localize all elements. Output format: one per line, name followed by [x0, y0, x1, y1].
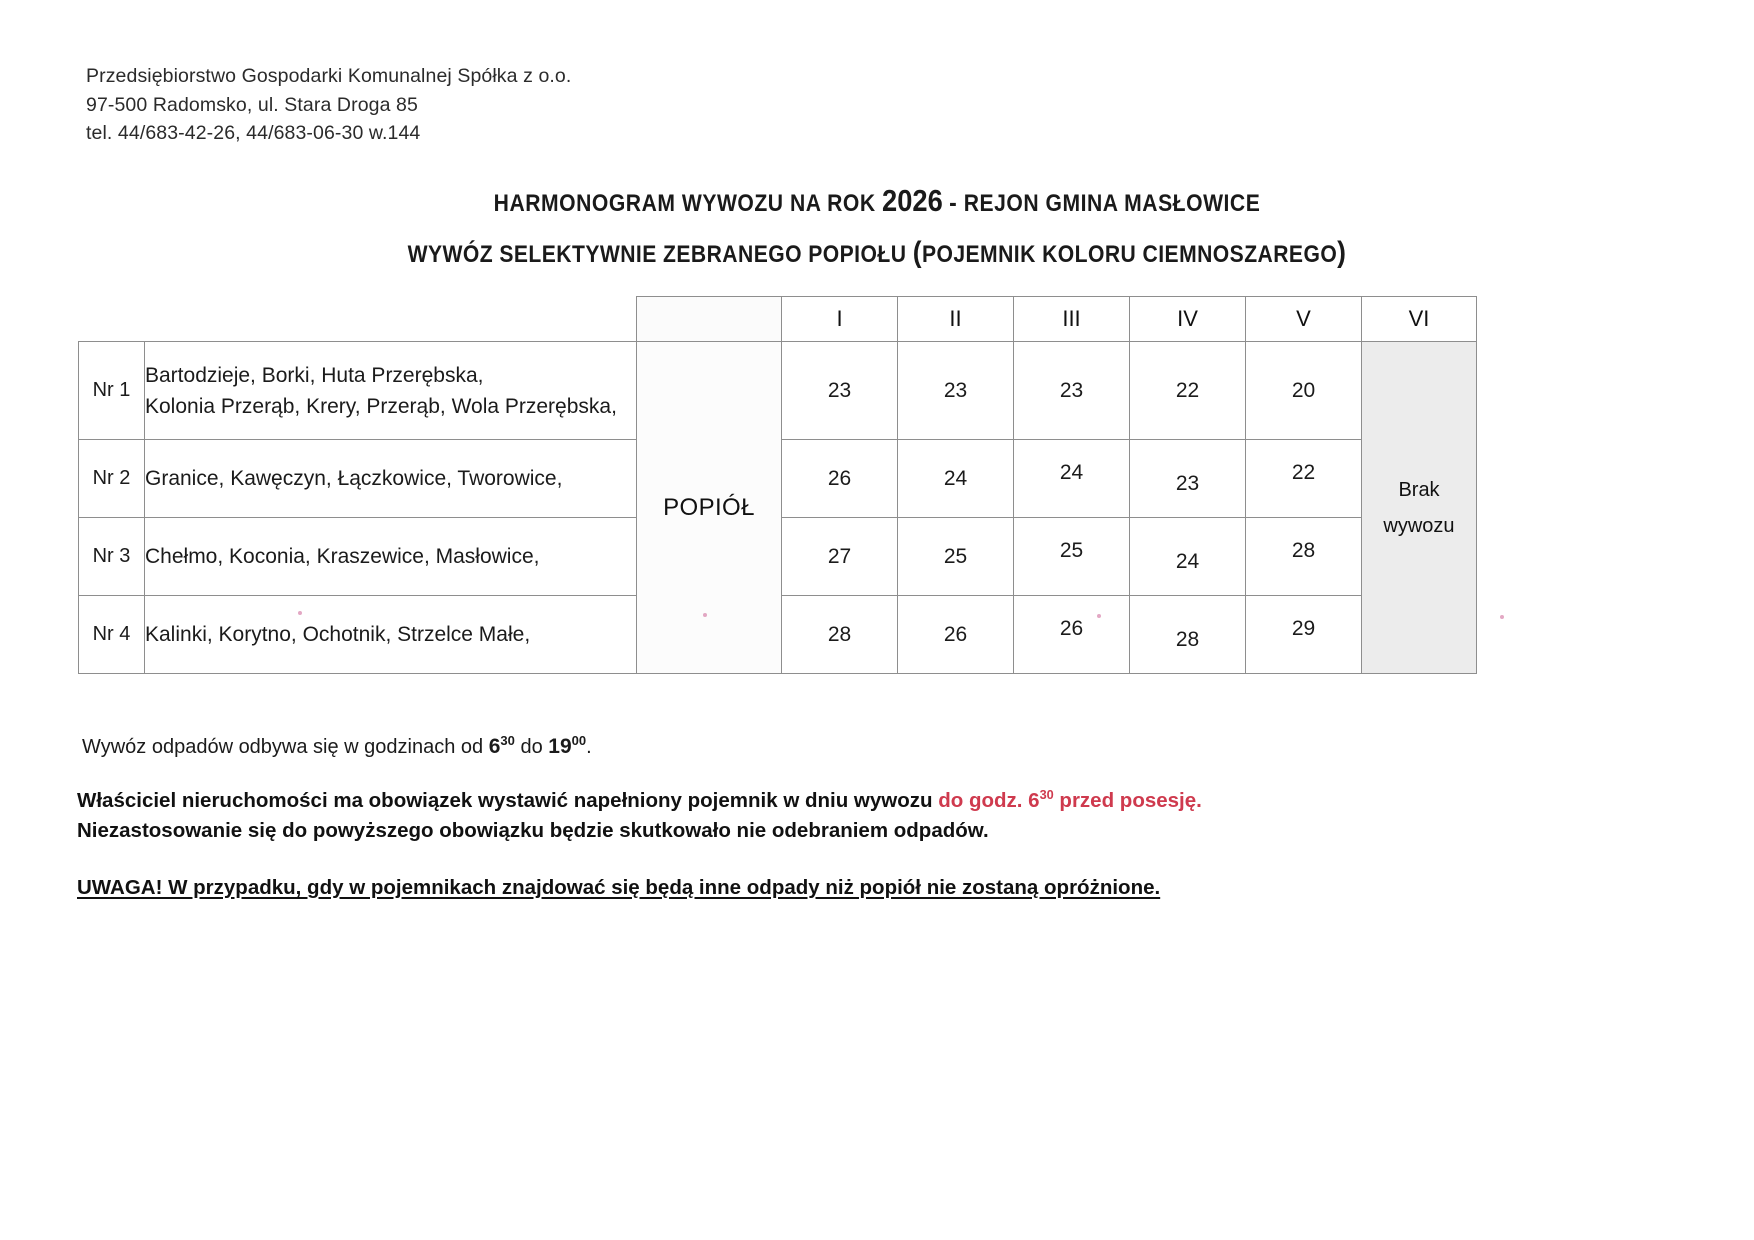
hours-suffix: .: [586, 736, 592, 758]
row-localities-2: Granice, Kawęczyn, Łączkowice, Tworowice,: [145, 440, 637, 518]
schedule-table: [78, 296, 1477, 674]
day-r4-m4: 28: [1130, 601, 1246, 679]
company-name: Przedsiębiorstwo Gospodarki Komunalnej Spółka z o.o.: [86, 65, 572, 87]
scan-speck: [1500, 615, 1504, 619]
day-r1-m4: 22: [1130, 342, 1246, 440]
subtitle-paren-close: ): [1337, 236, 1347, 269]
day-r3-m2: 25: [898, 518, 1014, 596]
no-collection-line1: Brak: [1398, 478, 1440, 501]
scan-speck: [703, 613, 707, 617]
day-r3-m3: 25: [1014, 512, 1130, 590]
document-title-block: [0, 183, 1754, 270]
row-number-3: Nr 3: [79, 518, 145, 596]
row-number-2: Nr 2: [79, 440, 145, 518]
row-localities-1: [145, 342, 637, 440]
row-localities-1-line1: Bartodzieje, Borki, Huta Przerębska,: [145, 363, 484, 387]
scan-speck: [1097, 614, 1101, 618]
obligation-line-2: Niezastosowanie się do powyższego obowiązku będzie skutkowało nie odebraniem odpadów.: [77, 818, 989, 842]
column-header-month-2: II: [898, 297, 1014, 342]
company-phone: tel. 44/683-42-26, 44/683-06-30 w.144: [86, 122, 421, 144]
hours-from: $6^{30}$: [488, 733, 515, 758]
day-r1-m3: 23: [1014, 342, 1130, 440]
day-r1-m5: 20: [1246, 342, 1362, 440]
header-spacer-nr: [79, 297, 145, 342]
column-header-month-4: IV: [1130, 297, 1246, 342]
company-address: 97-500 Radomsko, ul. Stara Droga 85: [86, 93, 418, 116]
row-number-4: Nr 4: [79, 596, 145, 674]
header-spacer-localities: [145, 297, 637, 342]
title-year: 2026: [882, 183, 943, 218]
row-localities-3: Chełmo, Koconia, Kraszewice, Masłowice,: [145, 518, 637, 596]
column-header-month-6: VI: [1362, 297, 1477, 342]
hours-mid: do: [520, 736, 543, 758]
day-r3-m1: 27: [782, 518, 898, 596]
scan-speck: [298, 611, 302, 615]
day-r1-m2: 23: [898, 342, 1014, 440]
header-waste-type: [637, 297, 782, 342]
day-r2-m2: 24: [898, 440, 1014, 518]
row-number-1: Nr 1: [79, 342, 145, 440]
no-collection-cell: [1362, 342, 1477, 674]
day-r3-m4: 24: [1130, 523, 1246, 601]
column-header-month-3: III: [1014, 297, 1130, 342]
waste-type-cell: POPIÓŁ: [637, 342, 782, 674]
row-localities-4: Kalinki, Korytno, Ochotnik, Strzelce Małe,: [145, 596, 637, 674]
table-row: [79, 342, 1477, 440]
title-prefix: HARMONOGRAM WYWOZU NA ROK: [493, 190, 876, 217]
no-collection-line2: wywozu: [1383, 514, 1455, 537]
day-r4-m3: 26: [1014, 590, 1130, 668]
page-subtitle: [105, 236, 1649, 270]
day-r1-m1: 23: [782, 342, 898, 440]
page-title: [105, 183, 1649, 219]
warning-note: UWAGA! W przypadku, gdy w pojemnikach znajdować się będą inne odpady niż popiół nie zostaną opróżnione.: [77, 876, 1161, 899]
table-header-row: [79, 297, 1477, 342]
subtitle-paren-text: POJEMNIK KOLORU CIEMNOSZAREGO: [921, 241, 1338, 268]
title-region: REJON GMINA MASŁOWICE: [963, 190, 1261, 217]
hours-to: $19^{00}$: [548, 733, 587, 758]
subtitle-main: WYWÓZ SELEKTYWNIE ZEBRANEGO POPIOŁU: [407, 241, 907, 268]
day-r3-m5: 28: [1246, 512, 1362, 590]
day-r2-m5: 22: [1246, 434, 1362, 512]
owner-obligation-note: [77, 780, 1202, 846]
title-dash: -: [949, 187, 958, 217]
collection-hours-note: [82, 733, 592, 759]
obligation-black-text: Właściciel nieruchomości ma obowiązek wystawić napełniony pojemnik w dniu wywozu: [77, 788, 933, 812]
day-r2-m4: 23: [1130, 445, 1246, 523]
day-r4-m2: 26: [898, 596, 1014, 674]
day-r2-m3: 24: [1014, 434, 1130, 512]
day-r4-m1: 28: [782, 596, 898, 674]
column-header-month-1: I: [782, 297, 898, 342]
row-localities-1-line2: Kolonia Przerąb, Krery, Przerąb, Wola Przerębska,: [145, 394, 617, 418]
obligation-red-text: do godz. $6^{30}$ przed posesję.: [938, 787, 1202, 812]
hours-prefix: Wywóz odpadów odbywa się w godzinach od: [82, 736, 484, 758]
day-r2-m1: 26: [782, 440, 898, 518]
column-header-month-5: V: [1246, 297, 1362, 342]
obligation-line-1: [77, 780, 1202, 816]
day-r4-m5: 29: [1246, 590, 1362, 668]
subtitle-paren-open: (: [912, 236, 922, 269]
company-header: [86, 62, 571, 148]
